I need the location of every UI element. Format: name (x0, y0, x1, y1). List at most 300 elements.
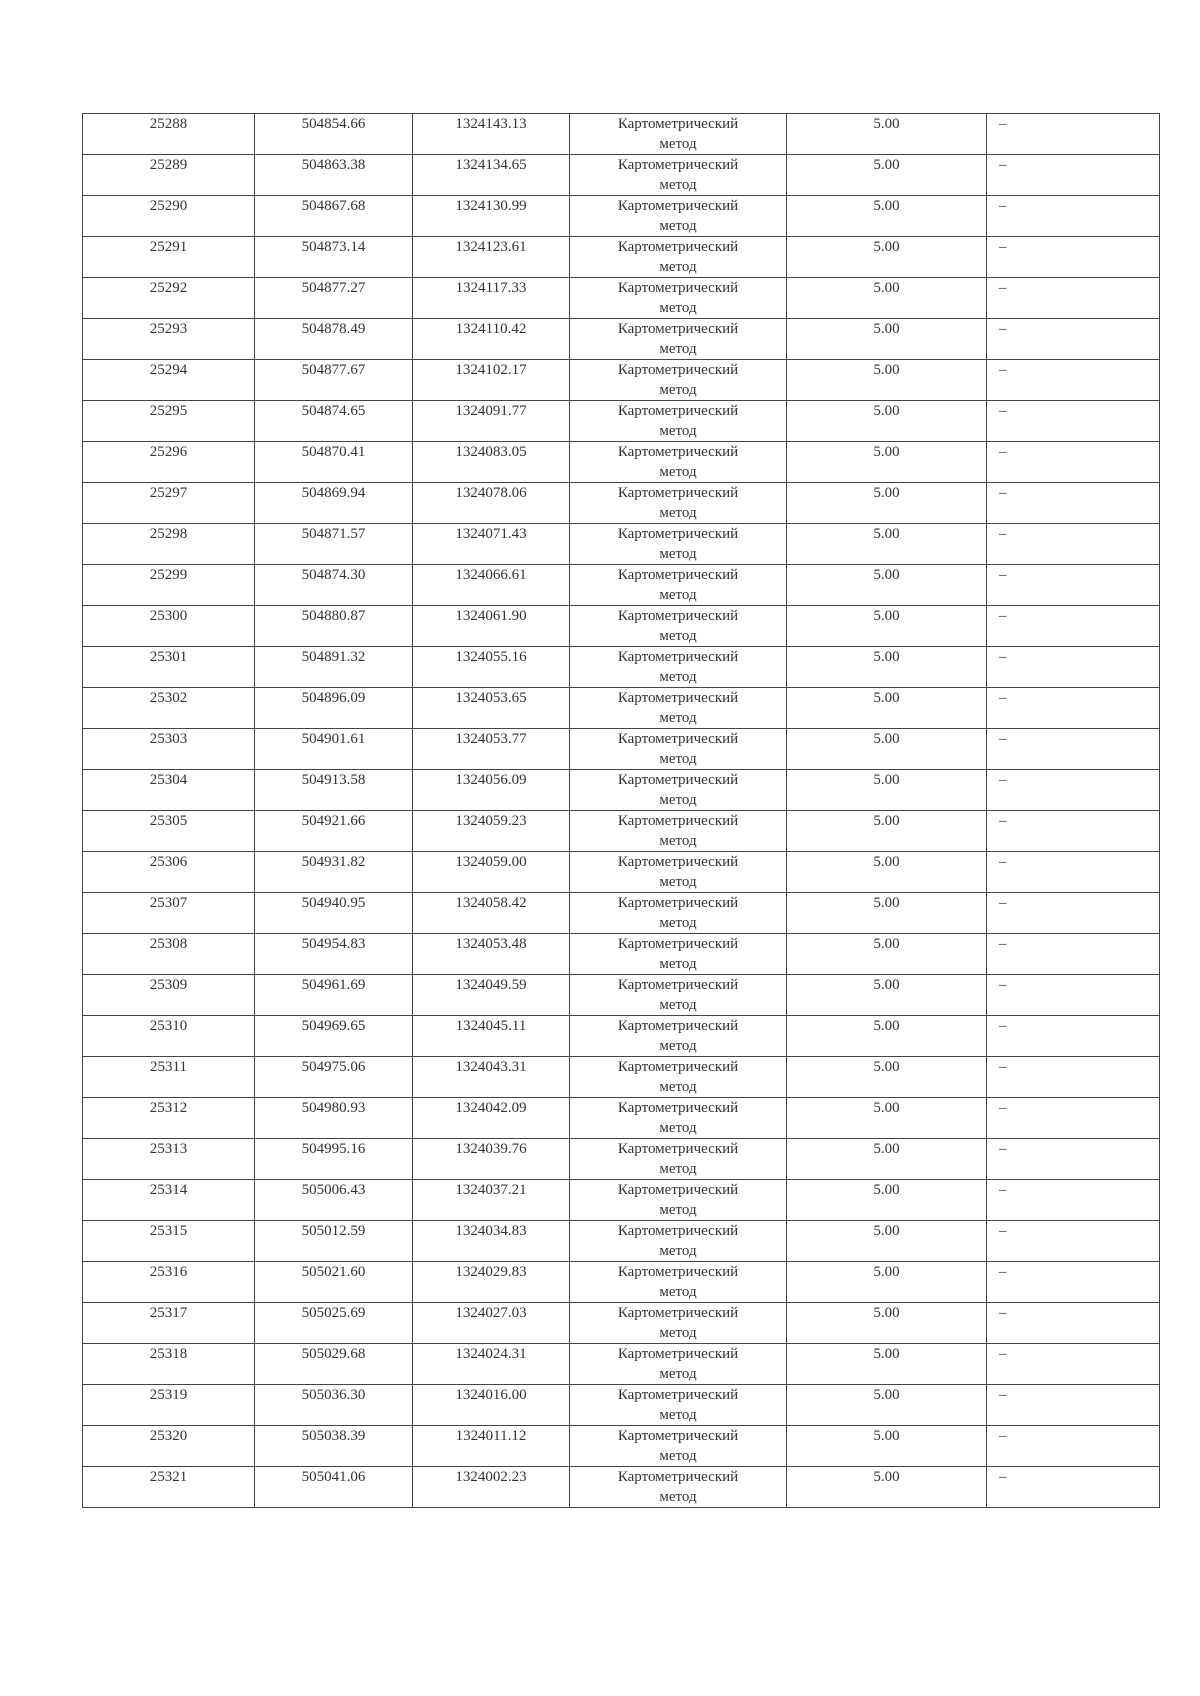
point-number-cell: 25313 (83, 1139, 255, 1180)
point-number-cell: 25298 (83, 524, 255, 565)
y-coordinate-cell: 1324053.65 (413, 688, 570, 729)
x-coordinate-cell: 504878.49 (255, 319, 413, 360)
method-text-line: метод (659, 505, 697, 521)
x-coordinate-cell: 504891.32 (255, 647, 413, 688)
table-row (83, 934, 1160, 975)
method-text-line: метод (659, 1161, 697, 1177)
note-cell: – (987, 237, 1160, 278)
method-text-line: метод (659, 259, 697, 275)
method-text-line: метод (659, 792, 697, 808)
accuracy-cell: 5.00 (787, 729, 987, 770)
note-cell: – (987, 1180, 1160, 1221)
method-text-line: метод (659, 1407, 697, 1423)
table-row (83, 196, 1160, 237)
method-text-line: Картометрический (617, 239, 739, 255)
accuracy-cell: 5.00 (787, 1221, 987, 1262)
x-coordinate-cell: 504854.66 (255, 114, 413, 155)
method-cell (570, 237, 787, 278)
method-text-line: метод (659, 341, 697, 357)
table-row (83, 811, 1160, 852)
point-number-cell: 25321 (83, 1467, 255, 1508)
method-text-line: метод (659, 1366, 697, 1382)
y-coordinate-cell: 1324049.59 (413, 975, 570, 1016)
note-cell: – (987, 1344, 1160, 1385)
method-cell (570, 155, 787, 196)
note-cell: – (987, 483, 1160, 524)
method-cell (570, 852, 787, 893)
table-row (83, 852, 1160, 893)
point-number-cell: 25288 (83, 114, 255, 155)
point-number-cell: 25296 (83, 442, 255, 483)
y-coordinate-cell: 1324045.11 (413, 1016, 570, 1057)
method-text-line: Картометрический (617, 321, 739, 337)
method-text-line: Картометрический (617, 1387, 739, 1403)
method-text-line: Картометрический (617, 403, 739, 419)
y-coordinate-cell: 1324066.61 (413, 565, 570, 606)
table-row (83, 1262, 1160, 1303)
method-text-line: Картометрический (617, 936, 739, 952)
method-cell (570, 442, 787, 483)
method-text-line: метод (659, 1079, 697, 1095)
table-row (83, 975, 1160, 1016)
method-text-line: Картометрический (617, 649, 739, 665)
table-row (83, 319, 1160, 360)
x-coordinate-cell: 504896.09 (255, 688, 413, 729)
table-row (83, 565, 1160, 606)
accuracy-cell: 5.00 (787, 811, 987, 852)
y-coordinate-cell: 1324143.13 (413, 114, 570, 155)
note-cell: – (987, 1467, 1160, 1508)
y-coordinate-cell: 1324059.23 (413, 811, 570, 852)
table-row (83, 114, 1160, 155)
method-text-line: метод (659, 587, 697, 603)
accuracy-cell: 5.00 (787, 1139, 987, 1180)
method-cell (570, 360, 787, 401)
method-text-line: Картометрический (617, 1059, 739, 1075)
y-coordinate-cell: 1324043.31 (413, 1057, 570, 1098)
y-coordinate-cell: 1324117.33 (413, 278, 570, 319)
accuracy-cell: 5.00 (787, 1098, 987, 1139)
table-row (83, 1180, 1160, 1221)
note-cell: – (987, 196, 1160, 237)
accuracy-cell: 5.00 (787, 155, 987, 196)
table-row (83, 278, 1160, 319)
x-coordinate-cell: 504874.30 (255, 565, 413, 606)
method-cell (570, 770, 787, 811)
x-coordinate-cell: 504871.57 (255, 524, 413, 565)
method-text-line: метод (659, 1038, 697, 1054)
method-text-line: метод (659, 874, 697, 890)
note-cell: – (987, 729, 1160, 770)
note-cell: – (987, 1426, 1160, 1467)
accuracy-cell: 5.00 (787, 237, 987, 278)
table-row (83, 1385, 1160, 1426)
table-row (83, 770, 1160, 811)
method-text-line: Картометрический (617, 854, 739, 870)
y-coordinate-cell: 1324110.42 (413, 319, 570, 360)
y-coordinate-cell: 1324034.83 (413, 1221, 570, 1262)
point-number-cell: 25319 (83, 1385, 255, 1426)
y-coordinate-cell: 1324061.90 (413, 606, 570, 647)
accuracy-cell: 5.00 (787, 524, 987, 565)
x-coordinate-cell: 505041.06 (255, 1467, 413, 1508)
method-cell (570, 1180, 787, 1221)
x-coordinate-cell: 505029.68 (255, 1344, 413, 1385)
accuracy-cell: 5.00 (787, 1180, 987, 1221)
y-coordinate-cell: 1324042.09 (413, 1098, 570, 1139)
method-text-line: Картометрический (617, 567, 739, 583)
method-cell (570, 1139, 787, 1180)
x-coordinate-cell: 504901.61 (255, 729, 413, 770)
note-cell: – (987, 1057, 1160, 1098)
method-text-line: метод (659, 915, 697, 931)
x-coordinate-cell: 504921.66 (255, 811, 413, 852)
method-text-line: Картометрический (617, 1018, 739, 1034)
note-cell: – (987, 893, 1160, 934)
y-coordinate-cell: 1324056.09 (413, 770, 570, 811)
note-cell: – (987, 1139, 1160, 1180)
point-number-cell: 25299 (83, 565, 255, 606)
accuracy-cell: 5.00 (787, 975, 987, 1016)
table-row (83, 688, 1160, 729)
point-number-cell: 25310 (83, 1016, 255, 1057)
point-number-cell: 25314 (83, 1180, 255, 1221)
method-text-line: метод (659, 1284, 697, 1300)
y-coordinate-cell: 1324091.77 (413, 401, 570, 442)
point-number-cell: 25304 (83, 770, 255, 811)
table-row (83, 401, 1160, 442)
x-coordinate-cell: 504961.69 (255, 975, 413, 1016)
method-cell (570, 1016, 787, 1057)
x-coordinate-cell: 505021.60 (255, 1262, 413, 1303)
note-cell: – (987, 278, 1160, 319)
accuracy-cell: 5.00 (787, 278, 987, 319)
method-cell (570, 1303, 787, 1344)
method-text-line: Картометрический (617, 157, 739, 173)
point-number-cell: 25297 (83, 483, 255, 524)
note-cell: – (987, 688, 1160, 729)
x-coordinate-cell: 504873.14 (255, 237, 413, 278)
method-text-line: Картометрический (617, 1100, 739, 1116)
method-cell (570, 278, 787, 319)
method-cell (570, 811, 787, 852)
method-text-line: Картометрический (617, 895, 739, 911)
x-coordinate-cell: 504954.83 (255, 934, 413, 975)
table-row (83, 483, 1160, 524)
method-text-line: метод (659, 546, 697, 562)
accuracy-cell: 5.00 (787, 1426, 987, 1467)
table-row (83, 1467, 1160, 1508)
y-coordinate-cell: 1324037.21 (413, 1180, 570, 1221)
y-coordinate-cell: 1324083.05 (413, 442, 570, 483)
method-text-line: метод (659, 833, 697, 849)
accuracy-cell: 5.00 (787, 565, 987, 606)
y-coordinate-cell: 1324053.77 (413, 729, 570, 770)
method-cell (570, 1344, 787, 1385)
method-text-line: Картометрический (617, 1305, 739, 1321)
method-text-line: Картометрический (617, 362, 739, 378)
point-number-cell: 25289 (83, 155, 255, 196)
accuracy-cell: 5.00 (787, 688, 987, 729)
method-cell (570, 401, 787, 442)
point-number-cell: 25295 (83, 401, 255, 442)
method-text-line: метод (659, 997, 697, 1013)
method-cell (570, 934, 787, 975)
accuracy-cell: 5.00 (787, 442, 987, 483)
method-text-line: Картометрический (617, 1182, 739, 1198)
y-coordinate-cell: 1324058.42 (413, 893, 570, 934)
method-text-line: Картометрический (617, 608, 739, 624)
method-cell (570, 647, 787, 688)
accuracy-cell: 5.00 (787, 606, 987, 647)
method-text-line: метод (659, 1489, 697, 1505)
x-coordinate-cell: 505036.30 (255, 1385, 413, 1426)
method-text-line: метод (659, 751, 697, 767)
y-coordinate-cell: 1324002.23 (413, 1467, 570, 1508)
note-cell: – (987, 1385, 1160, 1426)
point-number-cell: 25300 (83, 606, 255, 647)
point-number-cell: 25318 (83, 1344, 255, 1385)
accuracy-cell: 5.00 (787, 1344, 987, 1385)
method-text-line: метод (659, 177, 697, 193)
note-cell: – (987, 442, 1160, 483)
note-cell: – (987, 934, 1160, 975)
method-text-line: Картометрический (617, 444, 739, 460)
x-coordinate-cell: 504877.67 (255, 360, 413, 401)
point-number-cell: 25306 (83, 852, 255, 893)
table-row (83, 442, 1160, 483)
accuracy-cell: 5.00 (787, 196, 987, 237)
accuracy-cell: 5.00 (787, 934, 987, 975)
method-text-line: метод (659, 1120, 697, 1136)
x-coordinate-cell: 504969.65 (255, 1016, 413, 1057)
accuracy-cell: 5.00 (787, 1016, 987, 1057)
point-number-cell: 25294 (83, 360, 255, 401)
x-coordinate-cell: 504913.58 (255, 770, 413, 811)
note-cell: – (987, 606, 1160, 647)
y-coordinate-cell: 1324123.61 (413, 237, 570, 278)
y-coordinate-cell: 1324016.00 (413, 1385, 570, 1426)
method-text-line: метод (659, 710, 697, 726)
method-text-line: метод (659, 300, 697, 316)
method-text-line: метод (659, 464, 697, 480)
note-cell: – (987, 155, 1160, 196)
table-row (83, 1098, 1160, 1139)
point-number-cell: 25303 (83, 729, 255, 770)
method-text-line: метод (659, 218, 697, 234)
x-coordinate-cell: 505025.69 (255, 1303, 413, 1344)
method-text-line: Картометрический (617, 1223, 739, 1239)
method-text-line: метод (659, 1448, 697, 1464)
table-row (83, 606, 1160, 647)
y-coordinate-cell: 1324024.31 (413, 1344, 570, 1385)
note-cell: – (987, 647, 1160, 688)
y-coordinate-cell: 1324011.12 (413, 1426, 570, 1467)
table-row (83, 1221, 1160, 1262)
accuracy-cell: 5.00 (787, 1467, 987, 1508)
table-row (83, 893, 1160, 934)
method-cell (570, 524, 787, 565)
y-coordinate-cell: 1324071.43 (413, 524, 570, 565)
table-row (83, 1344, 1160, 1385)
method-text-line: Картометрический (617, 1428, 739, 1444)
note-cell: – (987, 1303, 1160, 1344)
point-number-cell: 25309 (83, 975, 255, 1016)
x-coordinate-cell: 504975.06 (255, 1057, 413, 1098)
accuracy-cell: 5.00 (787, 1262, 987, 1303)
note-cell: – (987, 319, 1160, 360)
point-number-cell: 25317 (83, 1303, 255, 1344)
note-cell: – (987, 1016, 1160, 1057)
note-cell: – (987, 811, 1160, 852)
accuracy-cell: 5.00 (787, 647, 987, 688)
accuracy-cell: 5.00 (787, 852, 987, 893)
x-coordinate-cell: 504880.87 (255, 606, 413, 647)
point-number-cell: 25315 (83, 1221, 255, 1262)
method-text-line: Картометрический (617, 1141, 739, 1157)
x-coordinate-cell: 504869.94 (255, 483, 413, 524)
method-text-line: Картометрический (617, 526, 739, 542)
method-cell (570, 1385, 787, 1426)
coordinates-table-body (83, 114, 1160, 1508)
accuracy-cell: 5.00 (787, 401, 987, 442)
note-cell: – (987, 1262, 1160, 1303)
x-coordinate-cell: 504995.16 (255, 1139, 413, 1180)
note-cell: – (987, 852, 1160, 893)
method-cell (570, 606, 787, 647)
x-coordinate-cell: 504877.27 (255, 278, 413, 319)
table-row (83, 1057, 1160, 1098)
method-cell (570, 483, 787, 524)
accuracy-cell: 5.00 (787, 483, 987, 524)
method-text-line: Картометрический (617, 485, 739, 501)
method-cell (570, 565, 787, 606)
method-text-line: метод (659, 669, 697, 685)
accuracy-cell: 5.00 (787, 1057, 987, 1098)
note-cell: – (987, 770, 1160, 811)
x-coordinate-cell: 505012.59 (255, 1221, 413, 1262)
method-text-line: метод (659, 382, 697, 398)
note-cell: – (987, 401, 1160, 442)
x-coordinate-cell: 504940.95 (255, 893, 413, 934)
method-cell (570, 1467, 787, 1508)
method-text-line: Картометрический (617, 1346, 739, 1362)
method-text-line: Картометрический (617, 690, 739, 706)
point-number-cell: 25291 (83, 237, 255, 278)
point-number-cell: 25308 (83, 934, 255, 975)
table-row (83, 729, 1160, 770)
method-cell (570, 1221, 787, 1262)
y-coordinate-cell: 1324055.16 (413, 647, 570, 688)
method-cell (570, 114, 787, 155)
table-row (83, 1426, 1160, 1467)
method-cell (570, 1426, 787, 1467)
y-coordinate-cell: 1324059.00 (413, 852, 570, 893)
method-text-line: Картометрический (617, 813, 739, 829)
table-row (83, 1139, 1160, 1180)
note-cell: – (987, 1098, 1160, 1139)
method-cell (570, 975, 787, 1016)
accuracy-cell: 5.00 (787, 114, 987, 155)
note-cell: – (987, 114, 1160, 155)
table-row (83, 1016, 1160, 1057)
note-cell: – (987, 565, 1160, 606)
x-coordinate-cell: 504874.65 (255, 401, 413, 442)
note-cell: – (987, 360, 1160, 401)
y-coordinate-cell: 1324053.48 (413, 934, 570, 975)
x-coordinate-cell: 505006.43 (255, 1180, 413, 1221)
point-number-cell: 25320 (83, 1426, 255, 1467)
point-number-cell: 25292 (83, 278, 255, 319)
y-coordinate-cell: 1324102.17 (413, 360, 570, 401)
x-coordinate-cell: 504980.93 (255, 1098, 413, 1139)
method-text-line: Картометрический (617, 198, 739, 214)
x-coordinate-cell: 504931.82 (255, 852, 413, 893)
point-number-cell: 25290 (83, 196, 255, 237)
table-row (83, 524, 1160, 565)
y-coordinate-cell: 1324029.83 (413, 1262, 570, 1303)
method-text-line: метод (659, 1325, 697, 1341)
method-cell (570, 1057, 787, 1098)
note-cell: – (987, 524, 1160, 565)
point-number-cell: 25312 (83, 1098, 255, 1139)
coordinates-table (82, 113, 1160, 1508)
method-text-line: Картометрический (617, 1264, 739, 1280)
y-coordinate-cell: 1324039.76 (413, 1139, 570, 1180)
y-coordinate-cell: 1324078.06 (413, 483, 570, 524)
point-number-cell: 25307 (83, 893, 255, 934)
method-text-line: метод (659, 423, 697, 439)
method-cell (570, 1098, 787, 1139)
method-cell (570, 1262, 787, 1303)
point-number-cell: 25302 (83, 688, 255, 729)
method-cell (570, 729, 787, 770)
point-number-cell: 25293 (83, 319, 255, 360)
method-text-line: метод (659, 136, 697, 152)
point-number-cell: 25311 (83, 1057, 255, 1098)
table-row (83, 155, 1160, 196)
note-cell: – (987, 975, 1160, 1016)
x-coordinate-cell: 504863.38 (255, 155, 413, 196)
method-cell (570, 893, 787, 934)
x-coordinate-cell: 504870.41 (255, 442, 413, 483)
accuracy-cell: 5.00 (787, 360, 987, 401)
note-cell: – (987, 1221, 1160, 1262)
method-text-line: метод (659, 956, 697, 972)
table-row (83, 237, 1160, 278)
x-coordinate-cell: 505038.39 (255, 1426, 413, 1467)
table-row (83, 1303, 1160, 1344)
y-coordinate-cell: 1324027.03 (413, 1303, 570, 1344)
table-row (83, 360, 1160, 401)
accuracy-cell: 5.00 (787, 1303, 987, 1344)
accuracy-cell: 5.00 (787, 319, 987, 360)
method-text-line: Картометрический (617, 116, 739, 132)
method-cell (570, 196, 787, 237)
method-text-line: Картометрический (617, 977, 739, 993)
point-number-cell: 25301 (83, 647, 255, 688)
y-coordinate-cell: 1324130.99 (413, 196, 570, 237)
accuracy-cell: 5.00 (787, 1385, 987, 1426)
table-row (83, 647, 1160, 688)
method-text-line: Картометрический (617, 731, 739, 747)
accuracy-cell: 5.00 (787, 893, 987, 934)
point-number-cell: 25316 (83, 1262, 255, 1303)
method-text-line: метод (659, 1202, 697, 1218)
method-text-line: Картометрический (617, 772, 739, 788)
method-text-line: Картометрический (617, 280, 739, 296)
method-text-line: метод (659, 628, 697, 644)
